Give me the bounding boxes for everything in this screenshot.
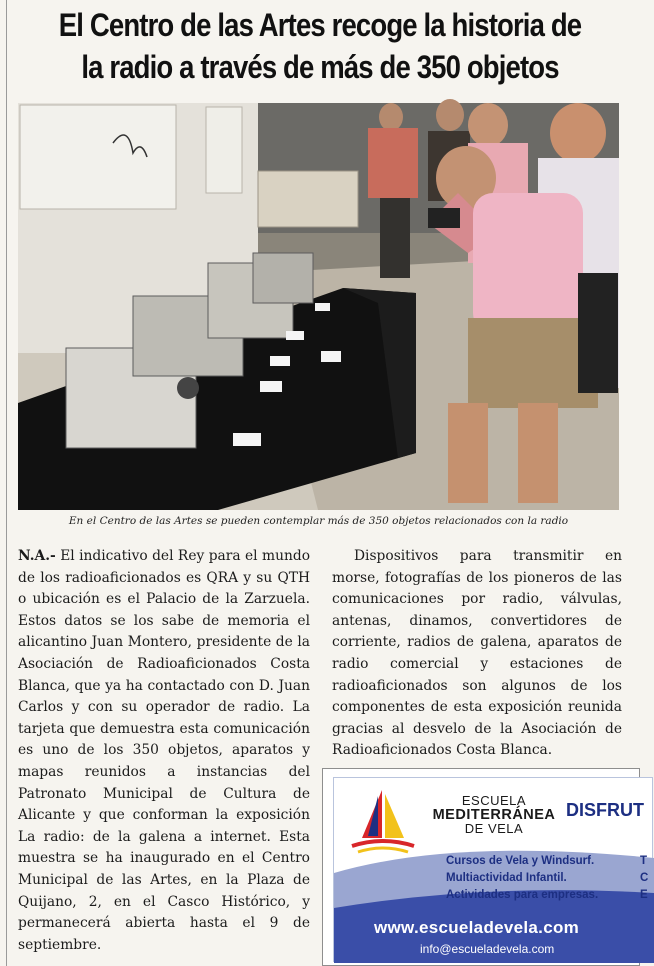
ad-service-item: Cursos de Vela y Windsurf.	[446, 855, 595, 867]
ad-panel	[333, 777, 653, 962]
ad-services-list	[446, 853, 598, 904]
ad-website-link[interactable]: www.escueladevela.com	[374, 918, 580, 937]
exhibition-photo-illustration	[18, 103, 619, 510]
article-byline: N.A.-	[18, 548, 56, 564]
article-column-left	[18, 546, 310, 956]
ad-email-link[interactable]: info@escueladevela.com	[420, 942, 555, 956]
ad-tagline-cut: DISFRUT	[566, 800, 644, 820]
photo-caption: En el Centro de las Artes se pueden contemplar más de 350 objetos relacionados con la radio	[68, 515, 569, 527]
ad-brand-line3: DE VELA	[464, 821, 524, 836]
article-photo	[18, 103, 619, 510]
sailboat-logo-icon	[348, 786, 418, 856]
article-headline: El Centro de las Artes recoge la historia de la radio a través de más de 350 objetos	[58, 7, 582, 85]
ad-side-letter: C	[640, 872, 649, 884]
advertisement[interactable]	[322, 768, 649, 966]
ad-brand-line2: MEDITERRÁNEA	[432, 807, 556, 823]
ad-side-letter: E	[640, 889, 648, 901]
ad-side-letter: T	[640, 855, 648, 867]
page-edge-rule	[6, 0, 7, 966]
ad-service-item: Multiactividad Infantil.	[446, 872, 567, 884]
ad-service-item: Actividades para empresas.	[446, 889, 599, 901]
article-column-right: Dispositivos para transmitir en morse, fotografías de los pioneros de las comunicaciones por radio, válvulas, antenas, dinamos, convertidores de corriente, radios de galena, aparatos de radio comercial y estaciones de radioaficionados son algunos de los componentes de esta exposición reunida gracias al desvelo de la Asociación de Radioaficionados Costa Blanca.	[332, 548, 622, 759]
article-body-left: El indicativo del Rey para el mundo de los radioaficionados es QRA y su QTH o ubicación es el Palacio de la Zarzuela. Estos datos se los sabe de memoria el alicantino Juan Montero, presidente de la Asociación de Radioaficionados Costa Blanca, que ya ha contactado con D. Juan Carlos y con su operador de radio. La tarjeta que demuestra esta comunicación es uno de los 350 objetos, aparatos y mapas reunidos a instancias del Patronato Municipal de Cultura de Alicante y que conforman la exposición La radio: de la galena a internet. Esta muestra se ha inaugurado en el Centro Municipal de las Artes, en la Plaza de Quijano, 2, en el Casco Histórico, y permanecerá abierta hasta el 9 de septiembre.	[18, 548, 311, 953]
ad-brand-line1: ESCUELA	[461, 793, 527, 808]
ad-side-letters	[640, 853, 648, 904]
ad-brand-name	[414, 794, 574, 836]
